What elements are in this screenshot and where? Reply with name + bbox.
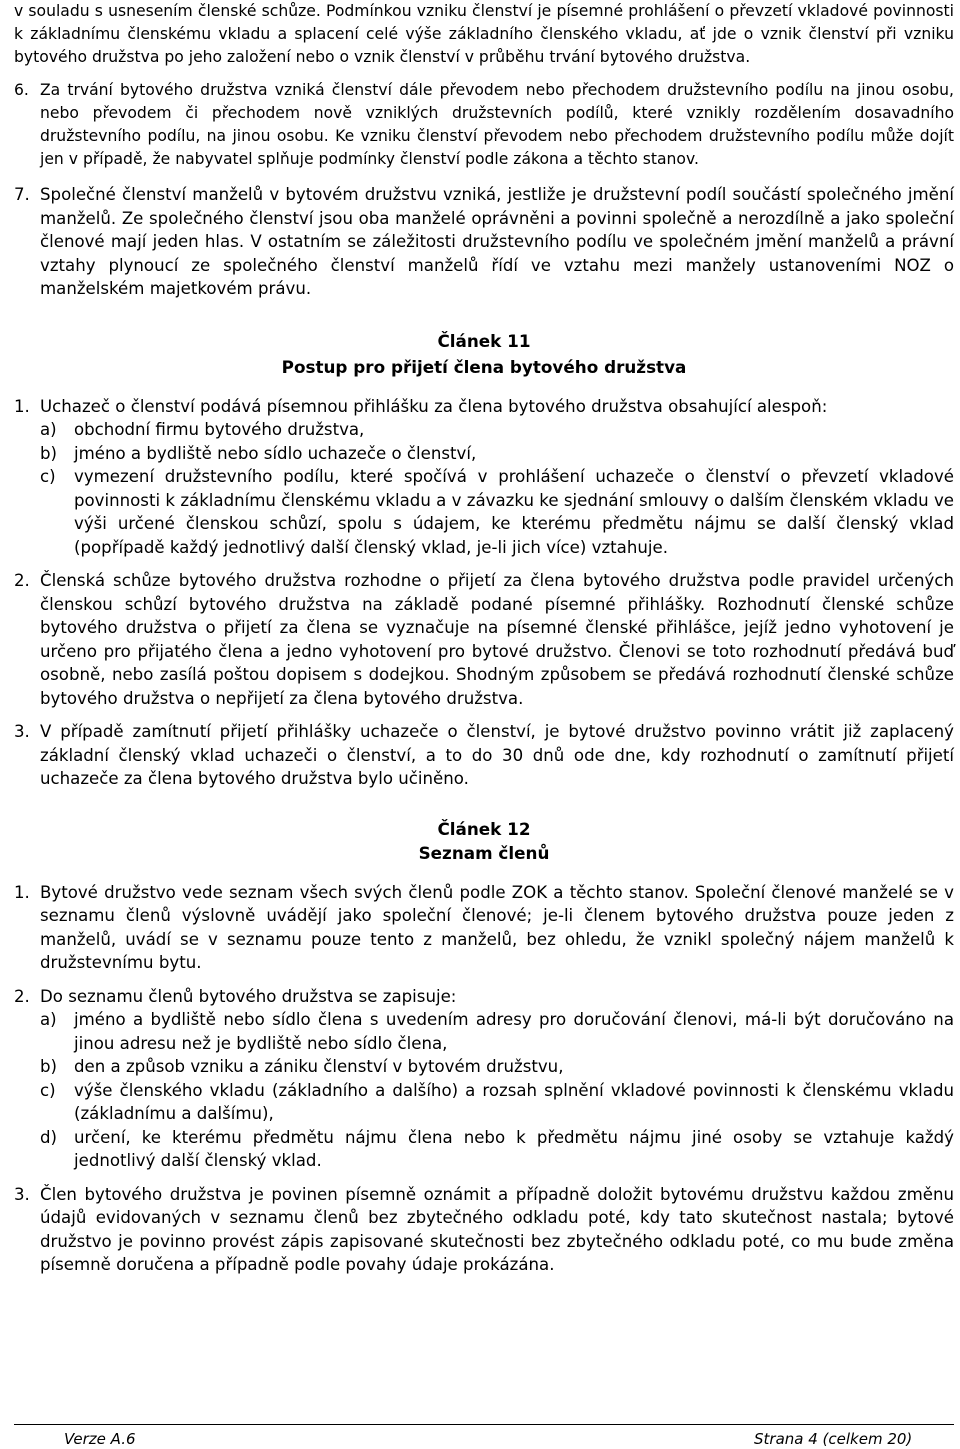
list-letter: c) bbox=[40, 1080, 56, 1100]
paragraph-text: Uchazeč o členství podává písemnou přihlášku za člena bytového družstva obsahující alespoň: bbox=[40, 396, 828, 416]
list-text: obchodní firmu bytového družstva, bbox=[74, 420, 365, 439]
list-text: jméno a bydliště nebo sídlo uchazeče o členství, bbox=[74, 443, 477, 463]
paragraph-6 bbox=[14, 79, 954, 171]
article-subtitle: Seznam členů bbox=[418, 842, 550, 863]
intro-paragraph bbox=[14, 0, 954, 69]
paragraph-number: 3. bbox=[14, 722, 30, 741]
paragraph-number: 1. bbox=[14, 882, 30, 902]
paragraph-number: 1. bbox=[14, 396, 30, 416]
article-title: Článek 12 bbox=[437, 818, 531, 839]
list-item bbox=[40, 1126, 954, 1173]
paragraph-text: Členská schůze bytového družstva rozhodne o přijetí za člena bytového družstva podle pravidel určených členskou schůzí bytového družstva na základě podané písemné přihlášky. Rozhodnutí členské schůze bytového družstva o přijetí za člena se vyznačuje na písemné členské přihlášce, jejíž jedno vyhotovení je určeno pro přijatého člena a jedno vyhotovení pro bytové družstvo. Členovi se toto rozhodnutí předává buď osobně, nebo zasílá poštou dopisem s dodejkou. Shodným způsobem se předává rozhodnutí členské schůze bytového družstva o nepřijetí za člena bytového družstva. bbox=[40, 571, 954, 708]
list-text: vymezení družstevního podílu, které spočívá v prohlášení uchazeče o členství o převzetí vkladové povinnosti k základnímu členskému vkladu a v závazku ke sjednání smlouvy o dalším členském vkladu ve výši určené členskou schůzí, spolu s údajem, ke kterému předmětu nájmu se další členský vklad (popřípadě každý jednotlivý další členský vklad, je-li jich více) vztahuje. bbox=[74, 467, 954, 557]
list-text: jméno a bydliště nebo sídlo člena s uvedením adresy pro doručování členovi, má-li být doručováno na jinou adresu než je bydliště nebo sídlo člena, bbox=[74, 1010, 954, 1053]
list-letter: c) bbox=[40, 467, 56, 486]
list-text: určení, ke kterému předmětu nájmu člena nebo k předmětu nájmu jiné osoby se vztahuje každý jednotlivý další členský vklad. bbox=[74, 1127, 954, 1170]
article-11-item-1 bbox=[14, 395, 954, 560]
document-page bbox=[14, 0, 954, 1277]
article-title: Článek 11 bbox=[437, 330, 531, 351]
list-letter: d) bbox=[40, 1127, 58, 1147]
paragraph-text: Člen bytového družstva je povinen písemně oznámit a případně doložit bytovému družstvu každou změnu údajů evidovaných v seznamu členů bez zbytečného odkladu poté, kdy tato skutečnost nastala; bytové družstvo je povinno provést zápis zapisované skutečnosti bez zbytečného odkladu poté, co mu bude změna písemně doručena a případně podle povahy údaje prokázána. bbox=[40, 1184, 954, 1274]
paragraph-number: 2. bbox=[14, 986, 30, 1006]
paragraph-number: 3. bbox=[14, 1184, 30, 1204]
paragraph-text: Do seznamu členů bytového družstva se zapisuje: bbox=[40, 986, 457, 1006]
list-letter: b) bbox=[40, 1057, 58, 1076]
article-12-heading bbox=[14, 817, 954, 865]
article-11-item-3 bbox=[14, 720, 954, 791]
paragraph-number: 6. bbox=[14, 81, 29, 99]
list-letter: a) bbox=[40, 1010, 57, 1029]
intro-text: v souladu s usnesením členské schůze. Podmínkou vzniku členství je písemné prohlášení o převzetí vkladové povinnosti k základnímu členskému vkladu a splacení celé výše základního členského vkladu, ať jde o vznik členství při vzniku bytového družstva po jeho založení nebo o vznik členství v průběhu trvání bytového družstva. bbox=[14, 2, 954, 66]
article-12-item-3 bbox=[14, 1183, 954, 1277]
article-12-item-2 bbox=[14, 985, 954, 1173]
paragraph-number: 2. bbox=[14, 571, 30, 590]
paragraph-number: 7. bbox=[14, 185, 30, 204]
article-11-item-2 bbox=[14, 569, 954, 710]
list-item bbox=[40, 1008, 954, 1055]
page-number: Strana 4 (celkem 20) bbox=[754, 1430, 913, 1448]
list-item bbox=[40, 465, 954, 559]
list-item bbox=[40, 1055, 954, 1079]
paragraph-text: Za trvání bytového družstva vzniká členství dále převodem nebo přechodem družstevního podílu na jinou osobu, nebo převodem či přechodem nově vzniklých družstevních podílů, které vznikly rozdělením dosavadního družstevního podílu, na jinou osobu. Ke vzniku členství převodem nebo přechodem družstevního podílu může dojít jen v případě, že nabyvatel splňuje podmínky členství podle zákona a těchto stanov. bbox=[40, 81, 954, 168]
paragraph-text: V případě zamítnutí přijetí přihlášky uchazeče o členství, je bytové družstvo povinno vrátit již zaplacený základní členský vklad uchazeči o členství, a to do 30 dnů ode dne, kdy rozhodnutí o zamítnutí přijetí uchazeče za člena bytového družstva bylo učiněno. bbox=[40, 722, 954, 788]
list-item bbox=[40, 442, 954, 466]
list-item bbox=[40, 418, 954, 442]
list-text: den a způsob vzniku a zániku členství v bytovém družstvu, bbox=[74, 1057, 564, 1076]
list-letter: b) bbox=[40, 443, 58, 463]
list-letter: a) bbox=[40, 420, 57, 439]
paragraph-7 bbox=[14, 183, 954, 301]
paragraph-text: Společné členství manželů v bytovém družstvu vzniká, jestliže je družstevní podíl součástí společného jmění manželů. Ze společného členství jsou oba manželé oprávněni a povinni společně a nerozdílně a jako společní členové mají jeden hlas. V ostatním se záležitosti družstevního podílu ve společném jmění manželů a právní vztahy plynoucí ze společného členství manželů řídí ve vztahu mezi manžely ustanoveními NOZ o manželském majetkovém právu. bbox=[40, 185, 954, 298]
article-12-item-1 bbox=[14, 881, 954, 975]
list-item bbox=[40, 1079, 954, 1126]
page-footer bbox=[14, 1424, 954, 1449]
article-subtitle: Postup pro přijetí člena bytového družstva bbox=[281, 356, 687, 377]
version-label: Verze A.6 bbox=[64, 1430, 136, 1448]
paragraph-text: Bytové družstvo vede seznam všech svých členů podle ZOK a těchto stanov. Společní členové manželé se v seznamu členů výslovně uvádějí jako společní členové; je-li členem bytového družstva pouze jeden z manželů, uvádí se v seznamu pouze tento z manželů, bez ohledu, že vznikl společný nájem manželů k družstevnímu bytu. bbox=[40, 882, 954, 972]
list-text: výše členského vkladu (základního a dalšího) a rozsah splnění vkladové povinnosti k členskému vkladu (základnímu a dalšímu), bbox=[74, 1080, 954, 1123]
article-11-heading bbox=[14, 329, 954, 379]
